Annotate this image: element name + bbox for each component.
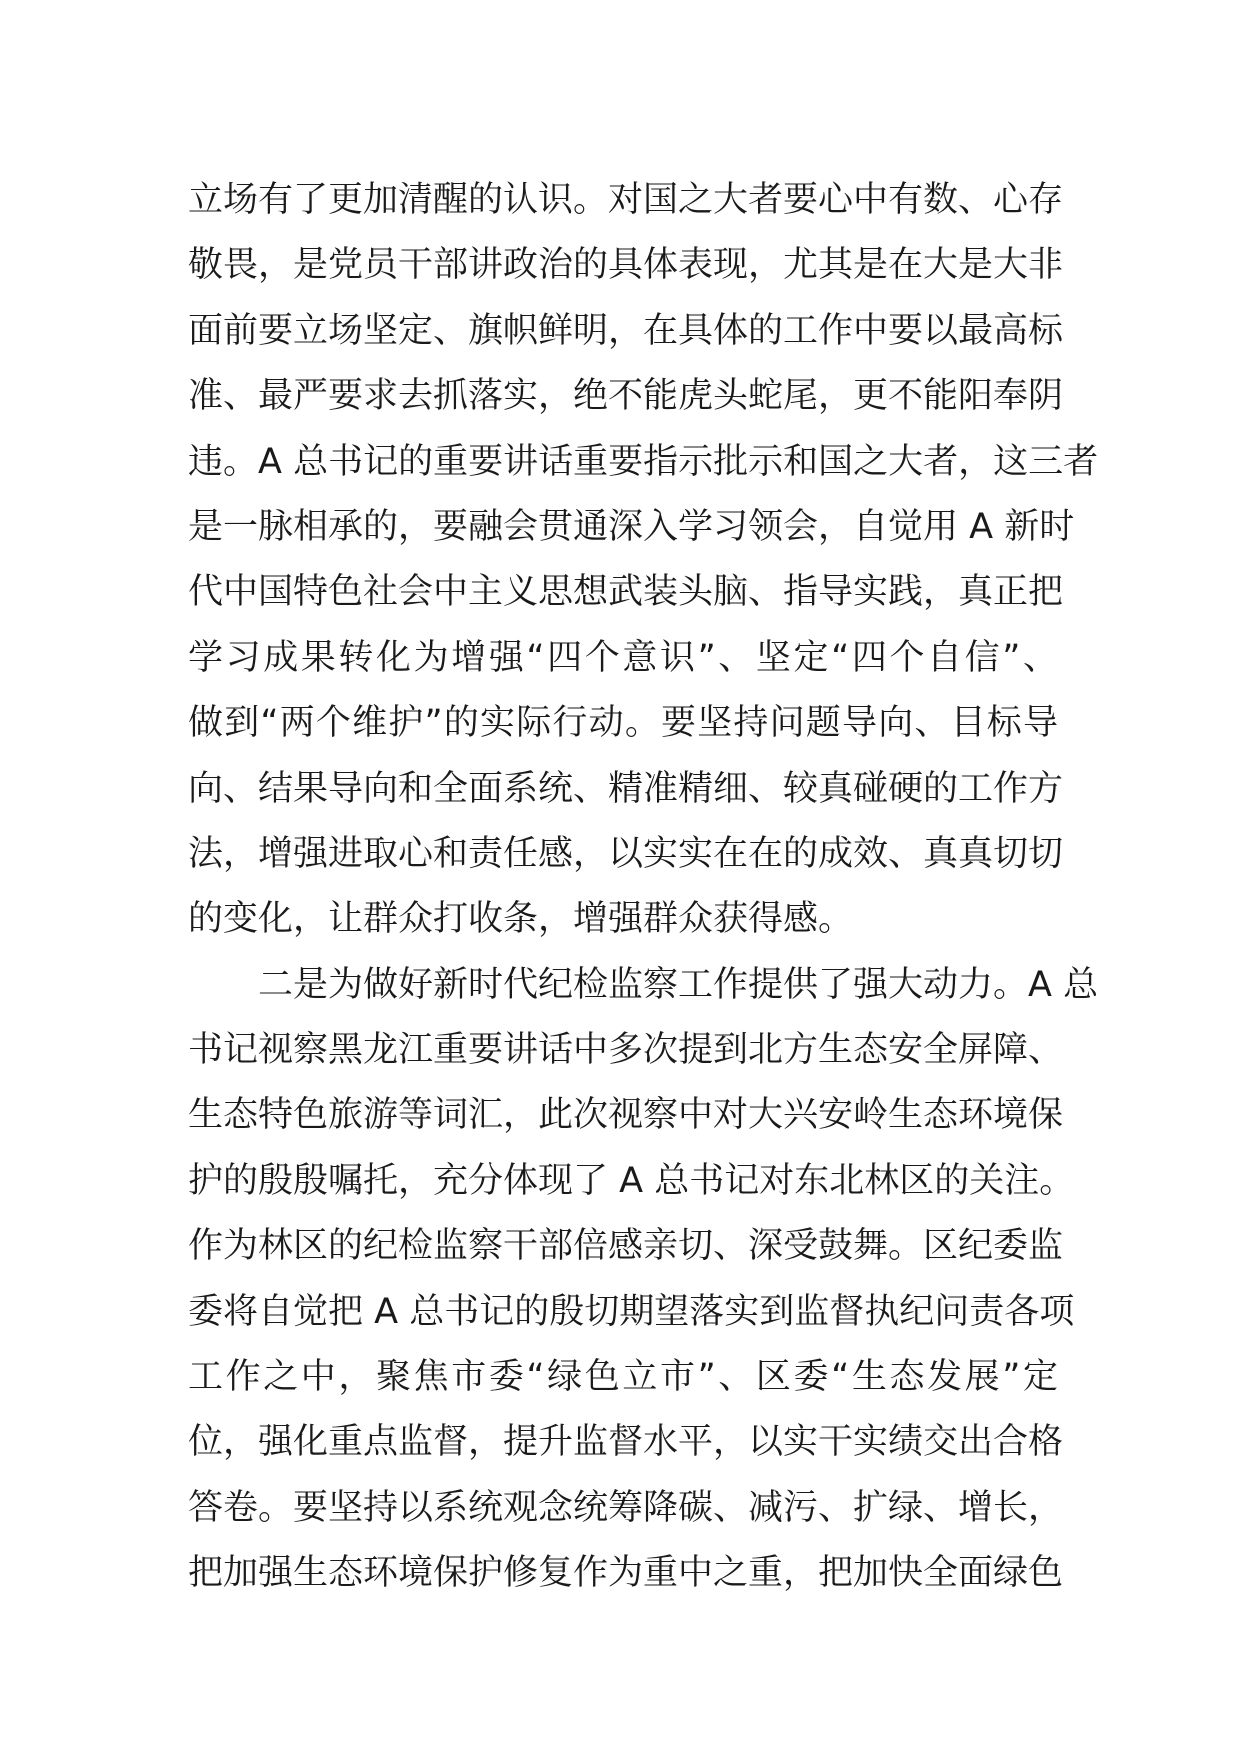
text-line: 向、结果导向和全面系统、精准精细、较真碰硬的工作方: [188, 768, 1064, 809]
text-line: 生态特色旅游等词汇，此次视察中对大兴安岭生态环境保: [188, 1095, 1064, 1136]
text-line: 学习成果转化为增强“四个意识”、坚定“四个自信”、: [188, 637, 1058, 678]
paragraph-1: [188, 168, 1099, 953]
text-line: 立场有了更加清醒的认识。对国之大者要心中有数、心存: [188, 180, 1064, 220]
text-line: 做到“两个维护”的实际行动。要坚持问题导向、目标导: [188, 703, 1058, 744]
text-line: 二是为做好新时代纪检监察工作提供了强大动力。A 总: [258, 964, 1099, 1005]
text-line: 法，增强进取心和责任感，以实实在在的成效、真真切切: [188, 833, 1064, 874]
text-line: 书记视察黑龙江重要讲话中多次提到北方生态安全屏障、: [188, 1030, 1064, 1071]
text-line: 把加强生态环境保护修复作为重中之重，把加快全面绿色: [188, 1553, 1064, 1594]
text-line: 是一脉相承的，要融会贯通深入学习领会，自觉用 A 新时: [188, 506, 1075, 547]
text-line: 的变化，让群众打收条，增强群众获得感。: [188, 899, 854, 940]
text-line: 代中国特色社会中主义思想武装头脑、指导实践，真正把: [188, 572, 1064, 613]
text-line: 违。A 总书记的重要讲话重要指示批示和国之大者，这三者: [188, 441, 1099, 482]
text-line: 敬畏，是党员干部讲政治的具体表现，尤其是在大是大非: [188, 245, 1064, 286]
text-line: 委将自觉把 A 总书记的殷切期望落实到监督执纪问责各项: [188, 1291, 1075, 1332]
text-line: 作为林区的纪检监察干部倍感亲切、深受鼓舞。区纪委监: [188, 1226, 1064, 1267]
body-text: [188, 168, 1099, 1607]
text-line: 护的殷殷嘱托，充分体现了 A 总书记对东北林区的关注。: [188, 1160, 1075, 1201]
text-line: 准、最严要求去抓落实，绝不能虎头蛇尾，更不能阳奉阴: [188, 376, 1064, 417]
text-line: 面前要立场坚定、旗帜鲜明，在具体的工作中要以最高标: [188, 310, 1064, 351]
text-line: 工作之中，聚焦市委“绿色立市”、区委“生态发展”定: [188, 1357, 1058, 1398]
text-line: 位，强化重点监督，提升监督水平，以实干实绩交出合格: [188, 1422, 1064, 1463]
text-line: 答卷。要坚持以系统观念统筹降碳、减污、扩绿、增长，: [188, 1487, 1064, 1528]
paragraph-2: [188, 953, 1099, 1607]
